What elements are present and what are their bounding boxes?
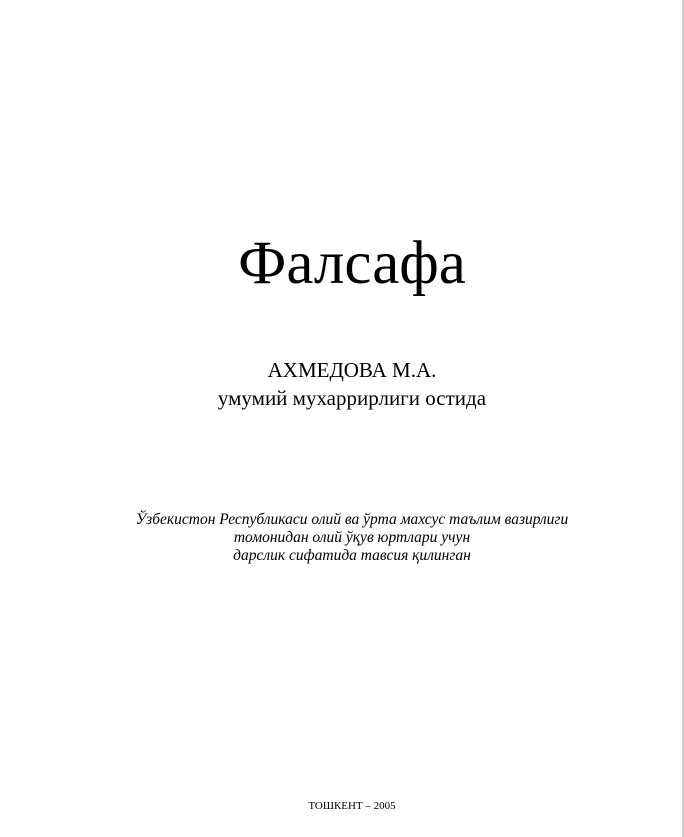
editor-note: умумий мухаррирлиги остида xyxy=(217,386,487,410)
author-name: АХМЕДОВА М.А. xyxy=(267,358,437,382)
approval-line: дарслик сифатида тавсия қилинган xyxy=(233,547,471,564)
approval-line: Ўзбекистон Республикаси олий ва ўрта махсус таълим вазирлиги xyxy=(135,511,569,528)
approval-line: томонидан олий ўқув юртлари учун xyxy=(233,529,471,546)
book-title: Фалсафа xyxy=(238,230,466,297)
ministry-approval-note xyxy=(0,511,684,565)
publication-place-year: ТОШКЕНТ – 2005 xyxy=(308,800,396,812)
